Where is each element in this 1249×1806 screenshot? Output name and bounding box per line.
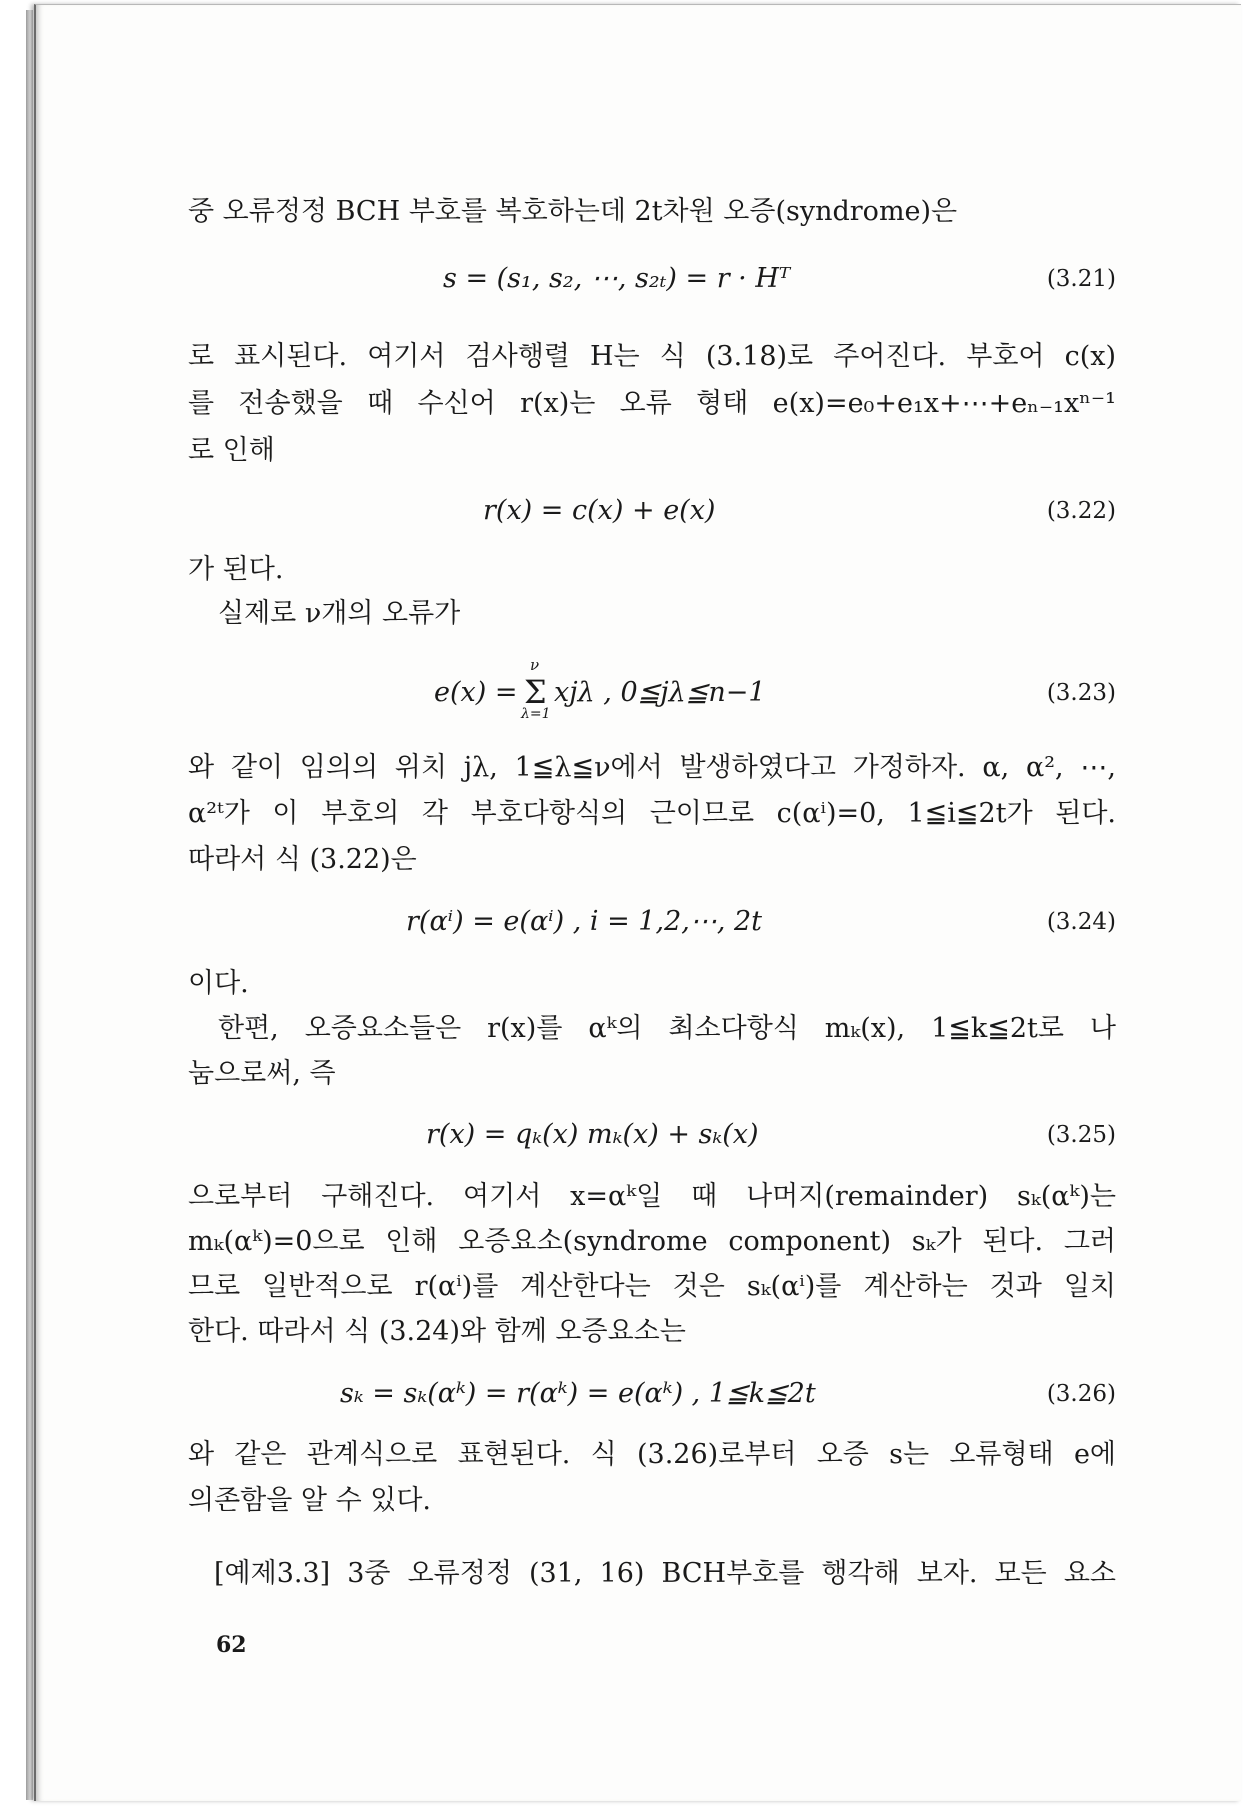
equation-lhs: e(x) = <box>434 677 518 708</box>
page-edge <box>26 10 33 1800</box>
equation-3-21 <box>188 256 1116 302</box>
text-line: 실제로 ν개의 오류가 <box>218 598 461 629</box>
equation-expr: sₖ = sₖ(αᵏ) = r(αᵏ) = e(αᵏ) , 1≦k≦2t <box>340 1378 816 1409</box>
text-line: 눔으로써, 즉 <box>188 1058 336 1089</box>
sum-symbol: Σ <box>524 673 547 711</box>
text-line: 므로 일반적으로 r(αⁱ)를 계산한다는 것은 sₖ(αⁱ)를 계산하는 것과 일치 <box>188 1271 1116 1302</box>
equation-3-26 <box>188 1371 1116 1417</box>
page-number: 62 <box>216 1632 247 1658</box>
equation-rhs: xjλ , 0≦jλ≦n−1 <box>554 677 766 708</box>
text-line: α²ᵗ가 이 부호의 각 부호다항식의 근이므로 c(αⁱ)=0, 1≦i≦2t가 된다. <box>188 798 1116 829</box>
equation-number: (3.21) <box>1046 266 1116 292</box>
text-line: 를 전송했을 때 수신어 r(x)는 오류 형태 e(x)=e₀+e₁x+⋯+eₙ₋₁xⁿ⁻¹ <box>188 388 1116 419</box>
text-line: 와 같은 관계식으로 표현된다. 식 (3.26)로부터 오증 s는 오류형태 e에 <box>188 1439 1116 1470</box>
equation-number: (3.22) <box>1046 498 1116 524</box>
text-line: 로 인해 <box>188 435 275 466</box>
text-line: 한다. 따라서 식 (3.24)와 함께 오증요소는 <box>188 1316 686 1347</box>
text-line: 가 된다. <box>188 554 284 585</box>
text-line: 로 표시된다. 여기서 검사행렬 H는 식 (3.18)로 주어진다. 부호어 c(x) <box>188 341 1116 372</box>
equation-expr: s = (s₁, s₂, ⋯, s₂ₜ) = r · Hᵀ <box>443 263 791 294</box>
equation-expr: r(x) = c(x) + e(x) <box>483 495 716 526</box>
equation-expr: r(αⁱ) = e(αⁱ) , i = 1,2,⋯, 2t <box>406 906 763 937</box>
text-line: 한편, 오증요소들은 r(x)를 αᵏ의 최소다항식 mₖ(x), 1≦k≦2t로 나 <box>218 1013 1116 1044</box>
equation-number: (3.23) <box>1046 680 1116 706</box>
text-line: mₖ(αᵏ)=0으로 인해 오증요소(syndrome component) sₖ가 된다. 그러 <box>188 1226 1116 1257</box>
equation-3-25 <box>188 1112 1116 1158</box>
equation-3-22 <box>188 488 1116 534</box>
equation-number: (3.25) <box>1046 1122 1116 1148</box>
text-line: 으로부터 구해진다. 여기서 x=αᵏ일 때 나머지(remainder) sₖ(αᵏ)는 <box>188 1181 1116 1212</box>
text-line: 이다. <box>188 968 249 999</box>
equation-expr: r(x) = qₖ(x) mₖ(x) + sₖ(x) <box>426 1119 759 1150</box>
example-3-3: [예제3.3] 3중 오류정정 (31, 16) BCH부호를 행각해 보자. 모든 요소 <box>214 1558 1116 1589</box>
sum-upper: ν <box>530 656 540 674</box>
text-line: 와 같이 임의의 위치 jλ, 1≦λ≦ν에서 발생하였다고 가정하자. α, α², ⋯, <box>188 752 1116 783</box>
text-line: 의존함을 알 수 있다. <box>188 1485 431 1516</box>
text-line: 중 오류정정 BCH 부호를 복호하는데 2t차원 오증(syndrome)은 <box>188 196 958 227</box>
equation-3-23 <box>188 656 1116 730</box>
equation-number: (3.24) <box>1046 909 1116 935</box>
text-line: 따라서 식 (3.22)은 <box>188 844 417 875</box>
sum-lower: λ=1 <box>521 706 551 722</box>
equation-number: (3.26) <box>1046 1381 1116 1407</box>
equation-3-24 <box>188 899 1116 945</box>
